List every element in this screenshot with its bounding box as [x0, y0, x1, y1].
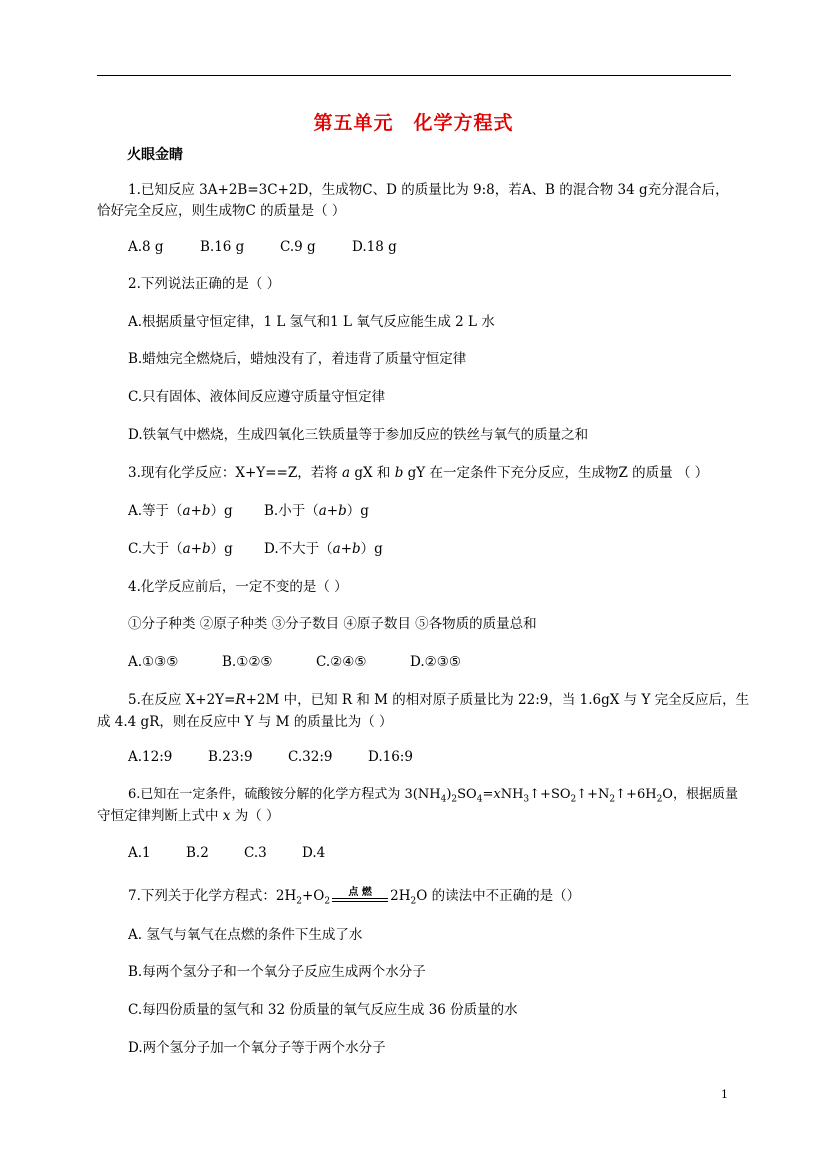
q6-var-x: x — [493, 787, 501, 802]
q4-options — [128, 652, 461, 672]
q1-option-d: D.18 g — [352, 239, 397, 255]
q4-items: ①分子种类 ②原子种类 ③分子数目 ④原子数目 ⑤各物质的质量总和 — [128, 616, 537, 632]
section-heading: 火眼金睛 — [127, 147, 183, 163]
q5-var-r: R — [235, 692, 246, 708]
q6-stem-text: SO — [457, 787, 477, 802]
q7-stem-text: 7.下列关于化学方程式：2H — [128, 888, 297, 904]
q3-option-label: A.等于（ — [128, 503, 183, 519]
q1-option-b: B.16 g — [200, 239, 245, 255]
q2-option-c: C.只有固体、液体间反应遵守质量守恒定律 — [128, 389, 386, 405]
q7-option-d: D.两个氢分子加一个氧分子等于两个水分子 — [128, 1040, 386, 1056]
q5-option-b: B.23:9 — [208, 749, 253, 765]
q6-option-d: D.4 — [302, 845, 326, 861]
q3-option-close: ）g — [210, 541, 233, 557]
q3-option-label: B.小于（ — [264, 503, 319, 519]
q6-subscript: 4 — [476, 794, 483, 805]
q7-stem-text: +O — [301, 888, 325, 904]
q6-subscript: 4 — [440, 794, 447, 805]
q6-stem-text: = — [482, 787, 494, 802]
q4-option-a: A.①③⑤ — [128, 654, 179, 670]
q7-option-b: B.每两个氢分子和一个氧分子反应生成两个水分子 — [128, 964, 426, 980]
q3-option-c — [128, 539, 264, 559]
q7-subscript: 2 — [296, 896, 302, 907]
page-title: 第五单元 化学方程式 — [313, 112, 514, 134]
q3-var-b: b — [394, 465, 404, 481]
q6-stem-text: 守恒定律判断上式中 — [97, 808, 223, 824]
q3-option-d — [264, 539, 383, 559]
q6-stem-text: ) — [446, 787, 452, 802]
q3-option-close: ）g — [360, 541, 383, 557]
q1-options — [128, 237, 397, 257]
q7-stem-text: 2H — [390, 888, 411, 904]
q3-options-row2 — [128, 539, 383, 559]
q3-expr: a+b — [332, 541, 361, 557]
q6-options — [128, 843, 325, 863]
q6-subscript: 2 — [656, 794, 663, 805]
q2-stem: 2.下列说法正确的是（ ） — [128, 276, 281, 292]
q3-stem — [128, 463, 708, 483]
q3-stem-text: gY 在一定条件下充分反应，生成物Z 的质量 （ ） — [403, 465, 709, 481]
q5-stem-line2: 成 4.4 gR，则在反应中 Y 与 M 的质量比为（ ） — [97, 714, 393, 730]
q3-option-label: D.不大于（ — [264, 541, 333, 557]
q3-option-close: ）g — [210, 503, 233, 519]
q3-expr: a+b — [318, 503, 347, 519]
q6-option-b: B.2 — [186, 845, 209, 861]
q3-expr: a+b — [182, 503, 211, 519]
q1-stem-line2: 恰好完全反应，则生成物C 的质量是（ ） — [97, 203, 346, 219]
q6-subscript: 2 — [570, 794, 577, 805]
q6-subscript: 2 — [609, 794, 616, 805]
q6-stem-text: ↑+SO — [529, 787, 571, 802]
q3-expr: a+b — [182, 541, 211, 557]
q6-stem-text: O，根据质量 — [662, 787, 738, 802]
q1-stem-line1: 1.已知反应 3A+2B=3C+2D，生成物C、D 的质量比为 9:8，若A、B 的混合物 34 g充分混合后， — [128, 182, 729, 198]
header-rule — [97, 75, 731, 76]
page-number: 1 — [721, 1088, 728, 1101]
q4-option-b: B.①②⑤ — [222, 654, 273, 670]
q1-option-c: C.9 g — [280, 239, 316, 255]
q5-option-a: A.12:9 — [128, 749, 173, 765]
q5-stem-line1 — [128, 690, 749, 710]
q3-option-a — [128, 501, 264, 521]
q5-options — [128, 747, 413, 767]
q3-stem-text: gX 和 — [350, 465, 395, 481]
q7-option-a: A. 氢气与氧气在点燃的条件下生成了水 — [128, 927, 363, 943]
q6-subscript: 3 — [523, 794, 530, 805]
q1-option-a: A.8 g — [128, 239, 164, 255]
q7-stem — [128, 886, 580, 912]
q6-stem-text: ↑+6H — [615, 787, 657, 802]
q5-stem-text: 5.在反应 X+2Y= — [128, 692, 236, 708]
q7-stem-text: O 的读法中不正确的是（） — [416, 888, 581, 904]
q7-option-c: C.每四份质量的氢气和 32 份质量的氧气反应生成 36 份质量的水 — [128, 1002, 518, 1018]
q5-option-d: D.16:9 — [368, 749, 413, 765]
q3-option-label: C.大于（ — [128, 541, 183, 557]
q3-option-close: ）g — [346, 503, 369, 519]
q6-stem-text: 6.已知在一定条件，硫酸铵分解的化学方程式为 3(NH — [128, 787, 441, 802]
q3-var-a: a — [342, 465, 351, 481]
q6-stem-line2 — [97, 806, 280, 826]
q4-option-d: D.②③⑤ — [410, 654, 461, 670]
q3-options-row1 — [128, 501, 369, 521]
q2-option-d: D.铁氧气中燃烧，生成四氧化三铁质量等于参加反应的铁丝与氧气的质量之和 — [128, 427, 589, 443]
q7-subscript: 2 — [410, 896, 417, 907]
q2-option-a: A.根据质量守恒定律，1 L 氢气和1 L 氧气反应能生成 2 L 水 — [128, 314, 495, 330]
q6-option-a: A.1 — [128, 845, 151, 861]
q6-stem-text: NH — [500, 787, 524, 802]
reaction-condition-label: 点 燃 — [348, 886, 372, 898]
q4-stem: 4.化学反应前后，一定不变的是（ ） — [128, 579, 348, 595]
q2-option-b: B.蜡烛完全燃烧后，蜡烛没有了，着违背了质量守恒定律 — [128, 351, 467, 367]
q6-stem-text: ↑+N — [576, 787, 610, 802]
q6-var-x: x — [222, 808, 231, 824]
q6-stem-text: 为（ ） — [230, 808, 280, 824]
q3-stem-text: 3.现有化学反应：X+Y==Z，若将 — [128, 465, 343, 481]
q5-option-c: C.32:9 — [288, 749, 333, 765]
q7-subscript: 2 — [324, 896, 331, 907]
q5-stem-text: +2M 中，已知 R 和 M 的相对原子质量比为 22:9，当 1.6gX 与 Y 完全反应后，生 — [245, 692, 750, 708]
q4-option-c: C.②④⑤ — [316, 654, 367, 670]
q6-option-c: C.3 — [244, 845, 267, 861]
q3-option-b — [264, 501, 369, 521]
reaction-condition-arrow — [332, 887, 388, 907]
q6-subscript: 2 — [451, 794, 458, 805]
